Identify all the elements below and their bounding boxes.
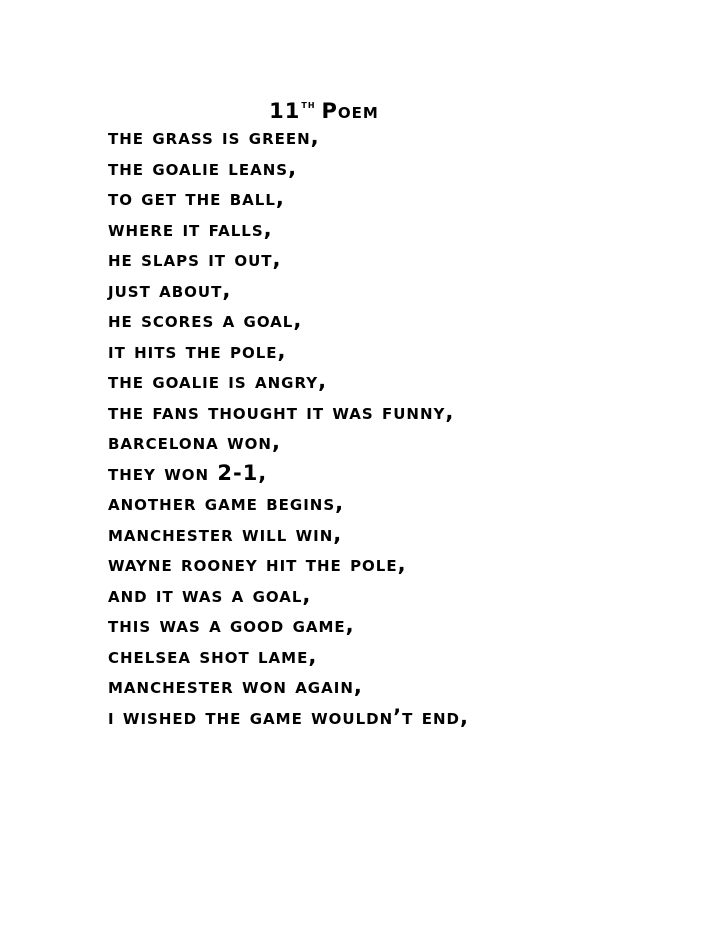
- poem-line: it hits the pole,: [108, 338, 287, 363]
- poem-line: where it falls,: [108, 216, 273, 241]
- poem-line: he slaps it out,: [108, 247, 282, 271]
- poem-line: manchester won again,: [108, 674, 363, 698]
- poem-line: the goalie leans,: [108, 155, 298, 180]
- poem-line: barcelona won,: [108, 430, 281, 454]
- poem-title-ordinal-suffix: th: [301, 98, 316, 111]
- poem-title-word: Poem: [321, 99, 379, 123]
- poem-line: i wished the game wouldn’t end,: [108, 704, 469, 729]
- poem-line: manchester will win,: [108, 521, 343, 546]
- poem-line: and it was a goal,: [108, 582, 312, 607]
- poem-line: he scores a goal,: [108, 308, 303, 332]
- poem-line: just about,: [108, 277, 232, 302]
- poem-line: another game begins,: [108, 491, 345, 515]
- poem-line: the grass is green,: [108, 125, 320, 149]
- poem-line: chelsea shot lame,: [108, 643, 318, 668]
- poem-line: to get the ball,: [108, 186, 285, 210]
- poem-line: the goalie is angry,: [108, 369, 328, 393]
- poem-line: the fans thought it was funny,: [108, 399, 455, 424]
- poem-line: wayne rooney hit the pole,: [108, 552, 407, 576]
- poem-body: [108, 122, 469, 732]
- poem-line: this was a good game,: [108, 613, 355, 637]
- poem-line: they won 2-1,: [108, 460, 268, 485]
- poem-title: [0, 92, 728, 124]
- poem-title-number: 11: [269, 99, 301, 123]
